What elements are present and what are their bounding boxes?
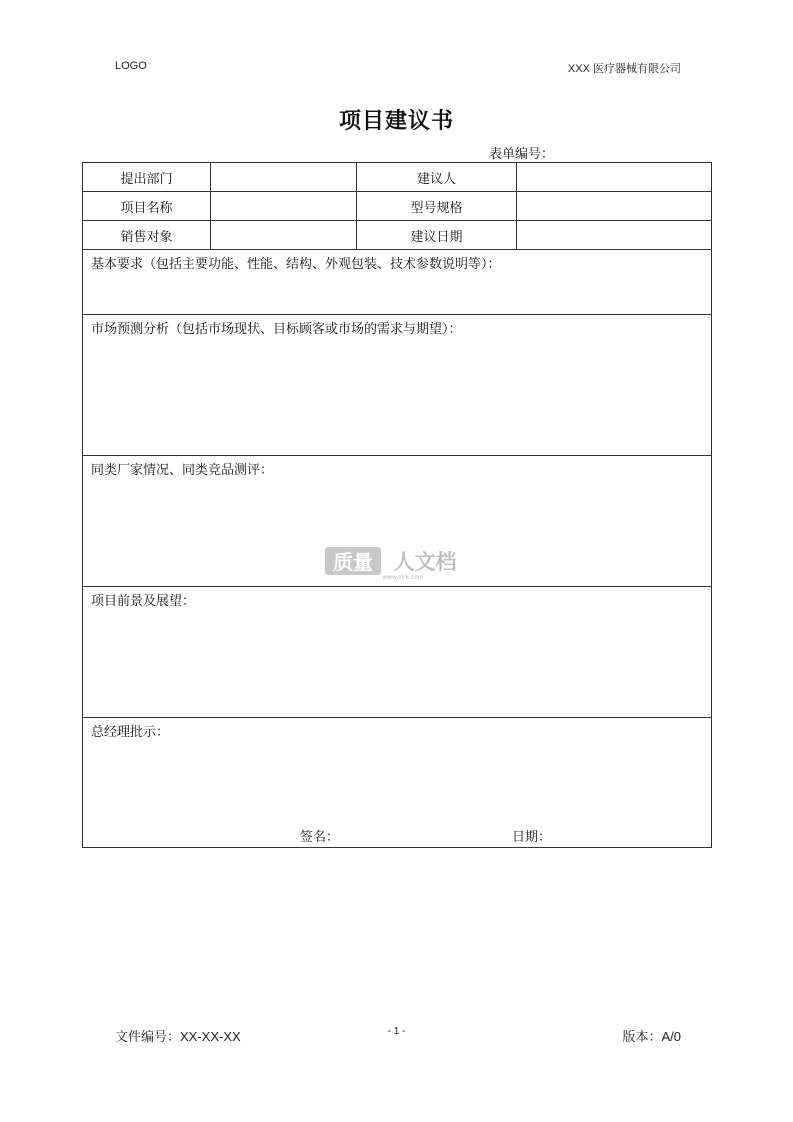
section-prospect-label: 项目前景及展望：	[91, 594, 196, 609]
table-row	[83, 315, 712, 456]
watermark-logo	[325, 545, 465, 581]
field-proposer[interactable]	[517, 163, 712, 192]
section-market-label: 市场预测分析（包括市场现状、目标顾客或市场的需求与期望）：	[91, 322, 462, 337]
field-sales-target[interactable]	[211, 221, 357, 250]
section-project-prospect[interactable]	[83, 587, 712, 718]
field-model-spec[interactable]	[517, 192, 712, 221]
footer-version: 版本：A/0	[622, 1029, 681, 1044]
field-department[interactable]	[211, 163, 357, 192]
section-basic-label: 基本要求（包括主要功能、性能、结构、外观包装、技术参数说明等）：	[91, 257, 501, 272]
table-row	[83, 718, 712, 848]
footer-document-number: 文件编号：XX-XX-XX	[115, 1029, 241, 1044]
table-row	[83, 163, 712, 192]
proposal-form-table	[82, 162, 712, 848]
section-approval-label: 总经理批示：	[91, 725, 170, 740]
table-row	[83, 587, 712, 718]
label-model-spec: 型号规格	[357, 192, 517, 221]
watermark-url: www.zlrk.com	[382, 574, 424, 581]
table-row	[83, 221, 712, 250]
watermark-text-2: 人文档	[393, 550, 457, 574]
header-company: XXX 医疗器械有限公司	[567, 63, 681, 75]
signature-label: 签名：	[300, 830, 340, 845]
table-row	[83, 192, 712, 221]
label-proposal-date: 建议日期	[357, 221, 517, 250]
watermark-text-1: 质量	[333, 550, 373, 574]
form-number-label: 表单编号：	[489, 147, 555, 162]
document-title: 项目建议书	[338, 108, 454, 134]
date-label: 日期：	[512, 830, 552, 845]
section-basic-requirements[interactable]	[83, 250, 712, 315]
label-project-name: 项目名称	[83, 192, 211, 221]
label-sales-target: 销售对象	[83, 221, 211, 250]
section-gm-approval[interactable]	[83, 718, 712, 848]
section-market-analysis[interactable]	[83, 315, 712, 456]
label-proposer: 建议人	[357, 163, 517, 192]
section-competitor-label: 同类厂家情况、同类竞品测评：	[91, 463, 274, 478]
field-proposal-date[interactable]	[517, 221, 712, 250]
table-row	[83, 250, 712, 315]
header-logo: LOGO	[115, 60, 147, 72]
field-project-name[interactable]	[211, 192, 357, 221]
footer-page-number: - 1 -	[387, 1026, 406, 1037]
label-department: 提出部门	[83, 163, 211, 192]
